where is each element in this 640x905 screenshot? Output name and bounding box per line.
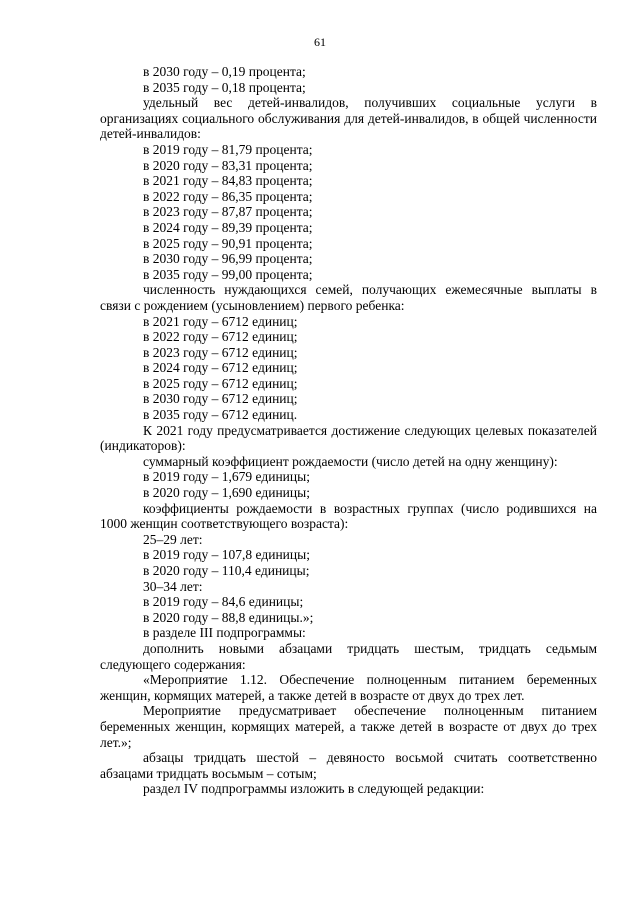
paragraph: коэффициенты рождаемости в возрастных группах (число родившихся на 1000 женщин соответствующего возраста): xyxy=(100,500,597,532)
paragraph: в 2035 году – 0,18 процента; xyxy=(143,79,306,95)
paragraph: в 2021 году – 84,83 процента; xyxy=(143,173,313,189)
paragraph: в 2023 году – 6712 единиц; xyxy=(143,344,298,360)
paragraph: в 2020 году – 1,690 единицы; xyxy=(143,485,310,501)
paragraph: 25–29 лет: xyxy=(143,531,203,547)
paragraph: в 2020 году – 83,31 процента; xyxy=(143,157,313,173)
paragraph: в 2022 году – 6712 единиц; xyxy=(143,329,298,345)
paragraph: раздел IV подпрограммы изложить в следующей редакции: xyxy=(143,781,485,797)
paragraph: в 2024 году – 89,39 процента; xyxy=(143,219,313,235)
paragraph: в 2020 году – 110,4 единицы; xyxy=(143,563,310,578)
paragraph: в разделе III подпрограммы: xyxy=(143,625,306,641)
paragraph: в 2025 году – 90,91 процента; xyxy=(143,235,313,251)
document-body xyxy=(100,64,597,797)
paragraph: удельный вес детей-инвалидов, получивших социальные услуги в организациях социального обслуживания для детей-инвалидов, в общей численности детей-инвалидов: xyxy=(100,95,597,142)
paragraph: К 2021 году предусматривается достижение следующих целевых показателей (индикаторов): xyxy=(100,422,597,454)
paragraph: в 2030 году – 96,99 процента; xyxy=(143,251,313,267)
paragraph: в 2019 году – 84,6 единицы; xyxy=(143,594,304,610)
paragraph: в 2022 году – 86,35 процента; xyxy=(143,188,313,204)
paragraph: в 2025 году – 6712 единиц; xyxy=(143,375,298,391)
paragraph: дополнить новыми абзацами тридцать шестым, тридцать седьмым следующего содержания: xyxy=(100,640,597,672)
paragraph: в 2021 году – 6712 единиц; xyxy=(143,313,298,329)
paragraph: в 2035 году – 99,00 процента; xyxy=(143,266,313,282)
paragraph: «Мероприятие 1.12. Обеспечение полноценным питанием беременных женщин, кормящих матерей, а также детей в возрасте от двух до трех лет. xyxy=(100,672,597,703)
paragraph: численность нуждающихся семей, получающих ежемесячные выплаты в связи с рождением (усыновлением) первого ребенка: xyxy=(100,282,597,313)
paragraph: абзацы тридцать шестой – девяносто восьмой считать соответственно абзацами тридцать восьмым – сотым; xyxy=(100,750,597,781)
paragraph: в 2023 году – 87,87 процента; xyxy=(143,204,313,220)
paragraph: в 2024 году – 6712 единиц; xyxy=(143,360,298,376)
paragraph: в 2030 году – 6712 единиц; xyxy=(143,391,298,407)
paragraph: в 2035 году – 6712 единиц. xyxy=(143,407,298,423)
paragraph: 30–34 лет: xyxy=(143,578,203,594)
paragraph: в 2019 году – 1,679 единицы; xyxy=(143,469,310,485)
paragraph: в 2019 году – 107,8 единицы; xyxy=(143,547,310,563)
paragraph: Мероприятие предусматривает обеспечение полноценным питанием беременных женщин, кормящих матерей, а также детей в возрасте от двух до трех лет.»; xyxy=(100,703,597,750)
paragraph: суммарный коэффициент рождаемости (число детей на одну женщину): xyxy=(143,453,558,469)
paragraph: в 2019 году – 81,79 процента; xyxy=(143,141,313,157)
page-number: 61 xyxy=(314,35,326,49)
paragraph: в 2020 году – 88,8 единицы.»; xyxy=(143,609,314,625)
paragraph: в 2030 году – 0,19 процента; xyxy=(143,64,306,79)
